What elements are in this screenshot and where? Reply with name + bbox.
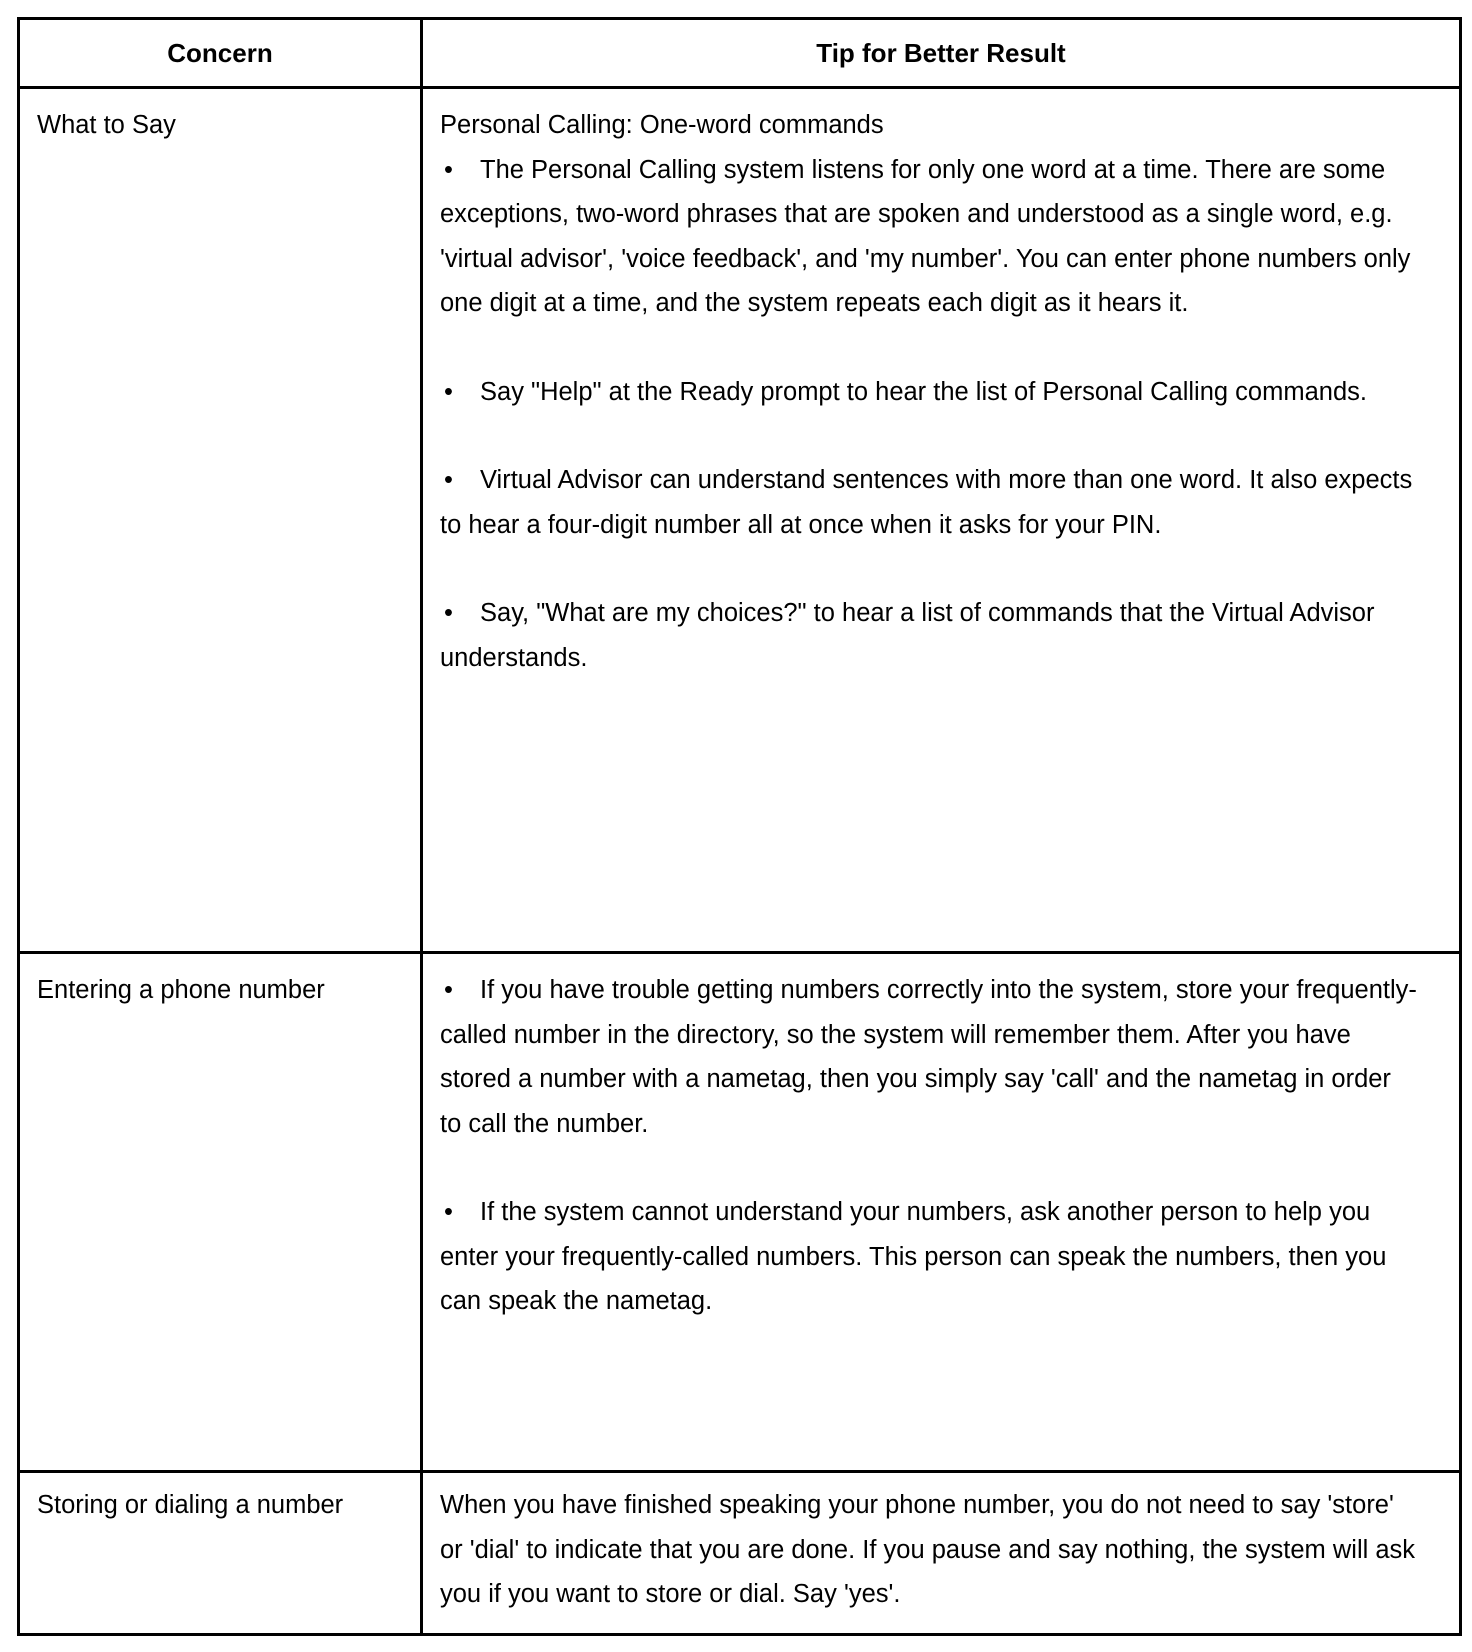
- tip-intro: Personal Calling: One-word commands: [440, 111, 884, 139]
- tip-bullet: [440, 458, 1419, 547]
- bullet-icon: •: [444, 377, 453, 406]
- tip-bullet-text: If the system cannot understand your numbers, ask another person to help you enter your frequently-called numbers. This person can speak the numbers, then you can speak the nametag.: [440, 1198, 1387, 1315]
- table-row: [19, 953, 1461, 1472]
- tip-bullet-text: Virtual Advisor can understand sentences with more than one word. It also expects to hear a four-digit number all at once when it asks for your PIN.: [440, 466, 1413, 539]
- bullet-icon: •: [444, 1198, 453, 1226]
- tip-bullet-text: The Personal Calling system listens for only one word at a time. There are some exceptions, two-word phrases that are spoken and understood as a single word, e.g. 'virtual advisor', 'voice feedback', and 'my number'. You can enter phone numbers only one digit at a time, and the system repeats each digit as it hears it.: [440, 155, 1411, 317]
- bullet-icon: •: [444, 466, 453, 494]
- tip-bullet-text: Say, "What are my choices?" to hear a list of commands that the Virtual Advisor understands.: [440, 599, 1375, 672]
- tip-bullet: [440, 370, 1419, 415]
- concern-cell: What to Say: [19, 88, 422, 953]
- tip-bullet-text: If you have trouble getting numbers correctly into the system, store your frequently-called number in the directory, so the system will remember them. After you have stored a number with a nametag, then you simply say 'call' and the nametag in order to call the number.: [440, 976, 1417, 1138]
- tip-cell: [422, 953, 1461, 1472]
- concern-cell: Storing or dialing a number: [19, 1472, 422, 1635]
- tip-cell: [422, 1472, 1461, 1635]
- tip-bullet: [440, 968, 1419, 1146]
- table-row: [19, 1472, 1461, 1635]
- tip-bullet: [440, 148, 1419, 326]
- tip-text: When you have finished speaking your phone number, you do not need to say 'store' or 'dial' to indicate that you are done. If you pause and say nothing, the system will ask you if you want to store or dial. Say 'yes'.: [440, 1491, 1416, 1608]
- bullet-icon: •: [444, 599, 453, 627]
- tip-cell: [422, 88, 1461, 953]
- table-row: [19, 88, 1461, 953]
- tip-bullet: [440, 1190, 1419, 1324]
- bullet-icon: •: [444, 976, 453, 1004]
- bullet-icon: •: [444, 155, 453, 184]
- table-header-row: [19, 19, 1461, 88]
- concern-cell: Entering a phone number: [19, 953, 422, 1472]
- column-header-concern: Concern: [19, 19, 422, 88]
- column-header-tip: Tip for Better Result: [422, 19, 1461, 88]
- tip-bullet: [440, 591, 1419, 680]
- tips-table: [17, 17, 1462, 1636]
- tip-bullet-text: Say "Help" at the Ready prompt to hear the list of Personal Calling commands.: [480, 377, 1367, 406]
